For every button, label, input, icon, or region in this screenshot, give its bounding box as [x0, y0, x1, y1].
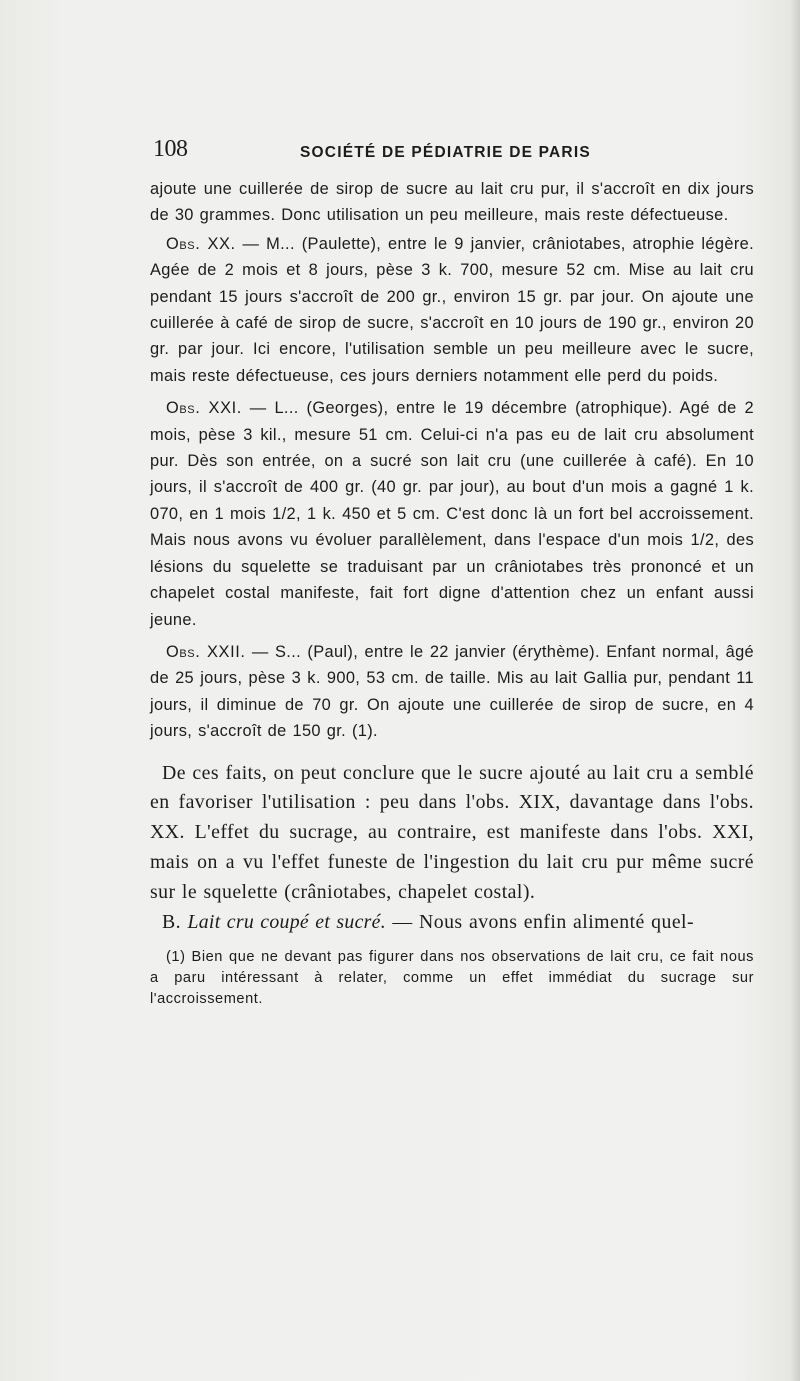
page-edge-shadow [790, 0, 800, 1381]
observation-xxi-text: — L... (Georges), entre le 19 décembre (atrophique). Agé de 2 mois, pèse 3 kil., mesure 51 cm. Celui-ci n'a pas eu de lait cru absolument pur. Dès son entrée, on a sucré son lait cru (une cuillerée à café). En 10 jours, il s'accroît de 400 gr. (40 gr. par jour), au bout d'un mois a gagné 1 k. 070, en 1 mois 1/2, 1 k. 450 et 5 cm. C'est donc là un fort bel accroissement. Mais nous avons vu évoluer parallèlement, dans l'espace d'un mois 1/2, des lésions du squelette se traduisant par un crâniotabes très prononcé et un chapelet costal manifeste, fait fort digne d'attention chez un enfant aussi jeune. [150, 399, 754, 629]
observation-xxii [150, 639, 754, 745]
observation-xxii-label: Obs. XXII. [166, 642, 246, 661]
observation-xx [150, 231, 754, 389]
conclusion-paragraph: De ces faits, on peut conclure que le sucre ajouté au lait cru a semblé en favoriser l'utilisation : peu dans l'obs. XIX, davantage dans l'obs. XX. L'effet du sucrage, au contraire, est manifeste dans l'obs. XXI, mais on a vu l'effet funeste de l'ingestion du lait cru pur même sucré sur le squelette (crâniotabes, chapelet costal). [150, 761, 754, 903]
footnote: (1) Bien que ne devant pas figurer dans nos observations de lait cru, ce fait nous a paru intéressant à relater, comme un effet immédiat du sucrage sur l'accroissement. [150, 949, 754, 1007]
section-b-paragraph [150, 908, 754, 938]
section-b-label: B. [162, 910, 188, 933]
section-b-title: Lait cru coupé et sucré. [187, 910, 386, 933]
observation-xx-label: Obs. XX. [166, 234, 236, 253]
section-b-text: — Nous avons enfin alimenté quel- [385, 910, 695, 933]
observation-xxi-label: Obs. XXI. [166, 399, 242, 418]
page-header [150, 136, 756, 170]
body-text [150, 176, 754, 1009]
observation-xxii-text: — S... (Paul), entre le 22 janvier (érythème). Enfant normal, âgé de 25 jours, pèse 3 k. 900, 53 cm. de taille. Mis au lait Gallia pur, pendant 11 jours, il diminue de 70 gr. On ajoute une cuillerée de sirop de sucre, en 4 jours, s'accroît de 150 gr. (1). [150, 642, 754, 741]
paragraph-continuation: ajoute une cuillerée de sirop de sucre au lait cru pur, il s'accroît en dix jours de 30 grammes. Donc utilisation un peu meilleure, mais reste défectueuse. [150, 180, 754, 225]
observation-xx-text: — M... (Paulette), entre le 9 janvier, crâniotabes, atrophie légère. Agée de 2 mois et 8 jours, pèse 3 k. 700, mesure 52 cm. Mise au lait cru pendant 15 jours s'accroît de 200 gr., environ 15 gr. par jour. On ajoute une cuillerée à café de sirop de sucre, s'accroît en 10 jours de 190 gr., environ 20 gr. par jour. Ici encore, l'utilisation semble un peu meilleure avec le sucre, mais reste défectueuse, ces jours derniers notamment elle perd du poids. [150, 234, 754, 385]
page-number: 108 [153, 136, 188, 162]
observation-xxi [150, 395, 754, 633]
running-title: SOCIÉTÉ DE PÉDIATRIE DE PARIS [300, 144, 591, 161]
